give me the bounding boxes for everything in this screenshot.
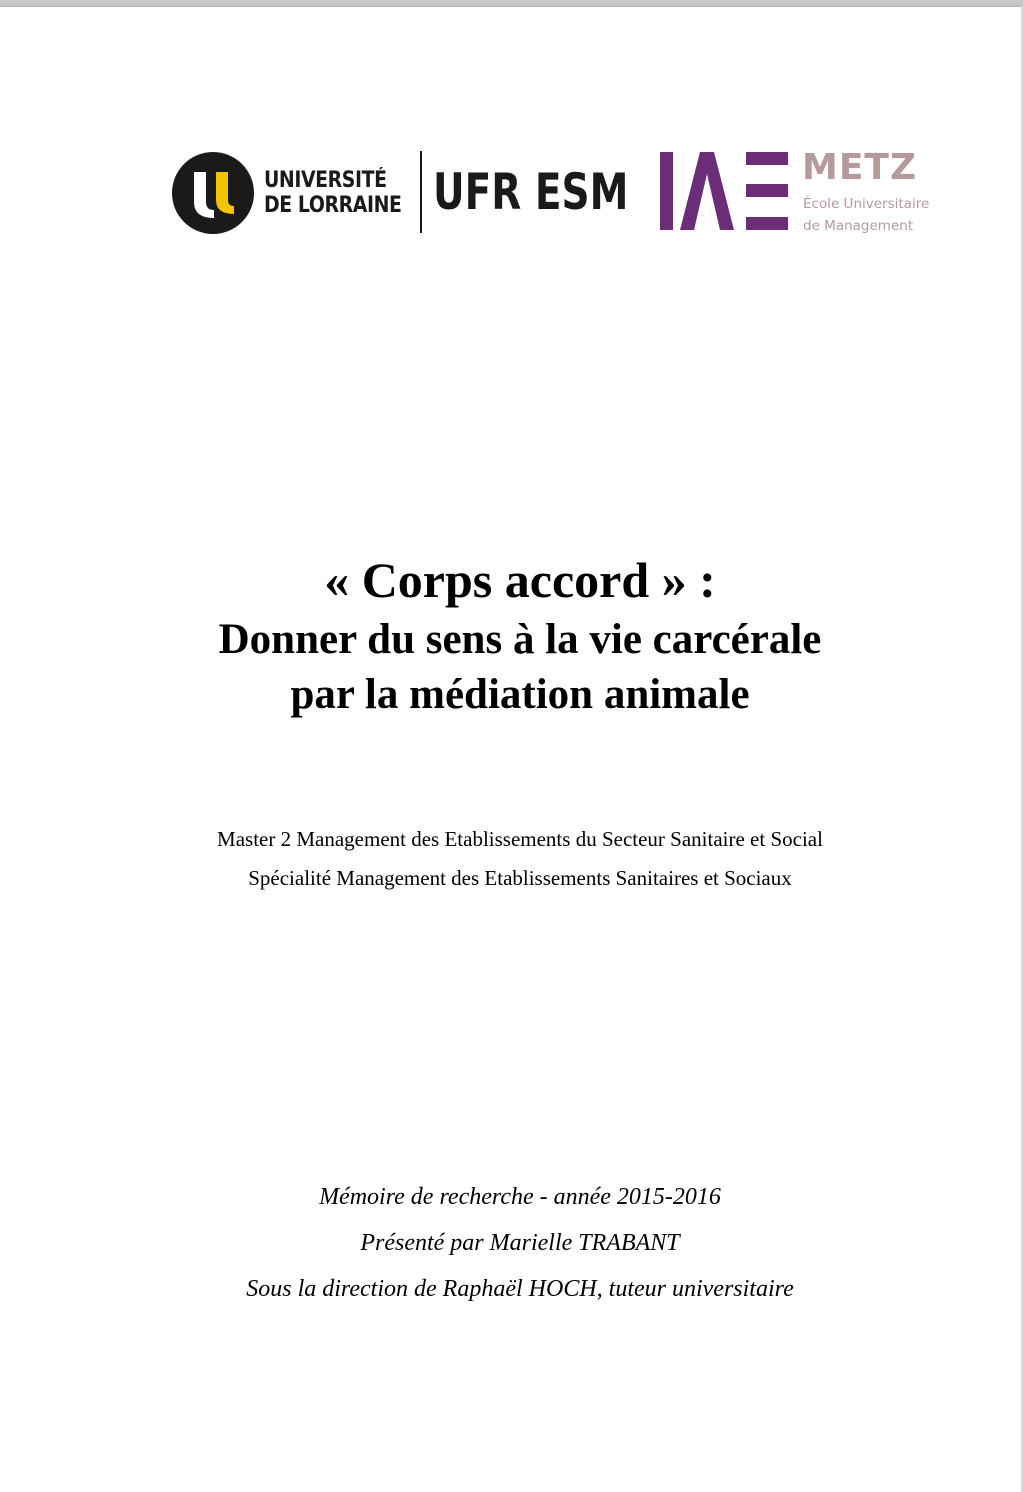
ufr-esm-wordmark: UFR ESM [433, 163, 629, 221]
specialite-line: Spécialité Management des Etablissements Sanitaires et Sociaux [248, 866, 792, 890]
iae-tagline-line2: de Management [803, 218, 914, 234]
iae-letters-logo-icon [660, 152, 795, 237]
universite-line: UNIVERSITÉ [264, 168, 387, 193]
memoire-info [60, 1174, 980, 1312]
ul-circle-logo-icon [172, 152, 254, 234]
viewer-top-edge [0, 0, 1023, 7]
iae-tagline-line1: École Universitaire [803, 196, 930, 212]
iae-tagline [803, 193, 929, 237]
title-line-1: « Corps accord » : [324, 552, 716, 608]
document-title [60, 548, 980, 722]
header-logos [170, 148, 940, 238]
memoire-supervisor: Sous la direction de Raphaël HOCH, tuteur universitaire [246, 1276, 794, 1302]
title-line-3: par la médiation animale [290, 671, 750, 718]
universite-lorraine-wordmark [264, 168, 402, 218]
lorraine-line: DE LORRAINE [264, 193, 402, 218]
logo-divider [420, 151, 422, 233]
title-line-2: Donner du sens à la vie carcérale [218, 616, 822, 663]
memoire-author: Présenté par Marielle TRABANT [360, 1230, 680, 1256]
iae-city: METZ [802, 147, 918, 188]
memoire-type-year: Mémoire de recherche - année 2015-2016 [319, 1184, 721, 1210]
programme-info [60, 820, 980, 898]
master-line: Master 2 Management des Etablissements du Secteur Sanitaire et Social [217, 827, 823, 851]
